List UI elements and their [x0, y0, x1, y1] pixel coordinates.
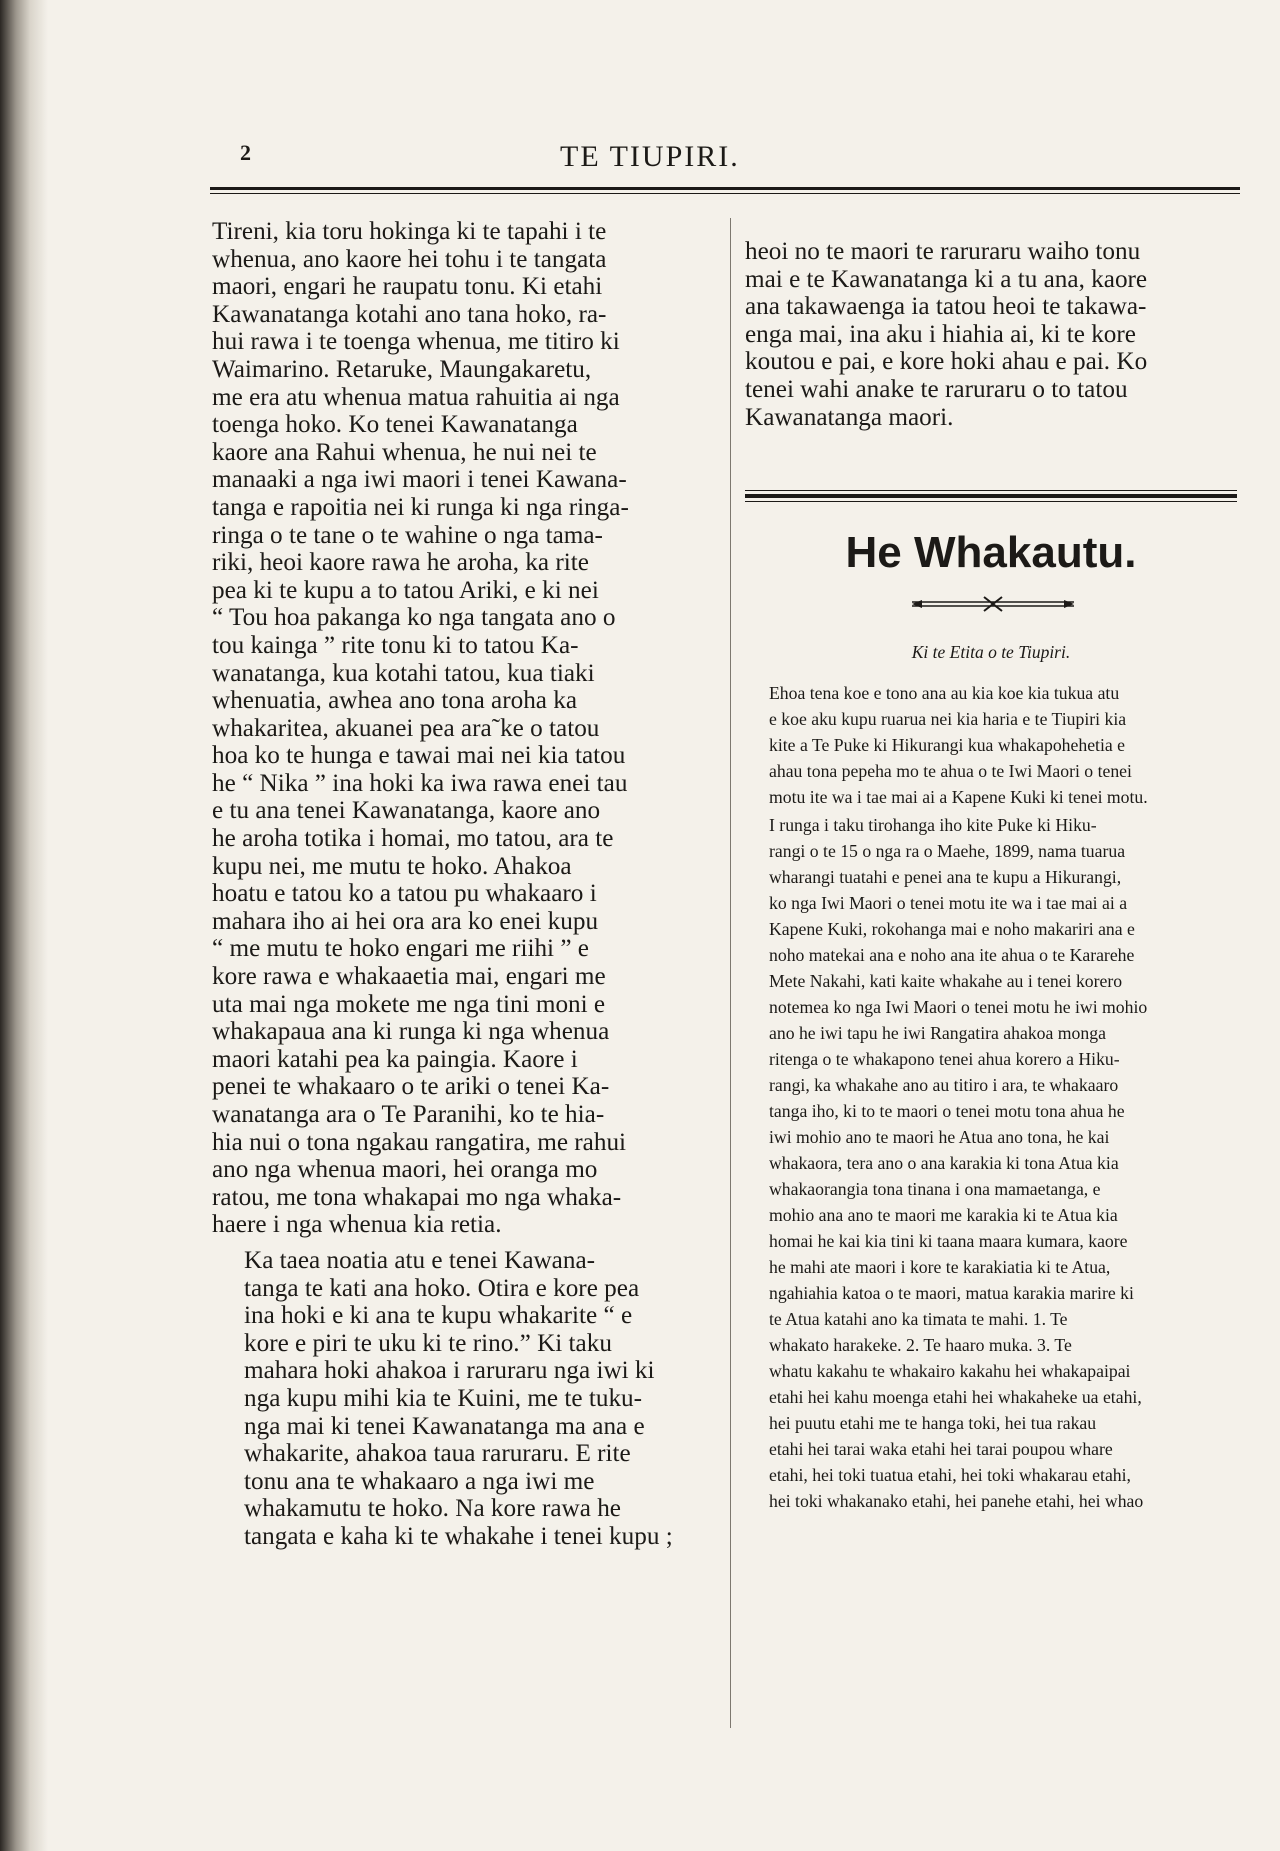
text-line: hia nui o tona ngakau rangatira, me rahui [212, 1128, 627, 1156]
text-line: Mete Nakahi, kati kaite whakahe au i tenei korero [769, 971, 1123, 991]
text-line: whenua, ano kaore hei tohu i te tangata [212, 245, 607, 273]
section-rule-bottom [745, 501, 1237, 502]
letter-paragraph-2 [745, 812, 1241, 1514]
text-line: Kapene Kuki, rokohanga mai e noho makariri ana e [769, 919, 1135, 939]
text-line: ano he iwi tapu he iwi Rangatira ahakoa monga [769, 1023, 1106, 1043]
text-line: tanga iho, ki to te maori o tenei motu tona ahua he [769, 1101, 1125, 1121]
text-line: whakaora, tera ano o ana karakia ki tona Atua kia [769, 1153, 1119, 1173]
text-line: pea ki te kupu a to tatou Ariki, e ki nei [212, 576, 599, 604]
text-line: penei te whakaaro o te ariki o tenei Ka- [212, 1073, 610, 1101]
section-heading: He Whakautu. [845, 528, 1137, 577]
text-line: kore rawa e whakaaetia mai, engari me [212, 963, 606, 991]
text-line: kaore ana Rahui whenua, he nui nei te [212, 438, 597, 466]
text-line: tangata e kaha ki te whakahe i tenei kupu ; [244, 1522, 673, 1550]
section-rule-top [745, 490, 1237, 491]
text-line: whenuatia, awhea ano tona aroha ka [212, 687, 578, 715]
header-rule-thick [210, 187, 1240, 190]
text-line: e koe aku kupu ruarua nei kia haria e te Tiupiri kia [769, 709, 1127, 729]
text-line: hoa ko te hunga e tawai mai nei kia tatou [212, 742, 626, 770]
text-line: hoatu e tatou ko a tatou pu whakaaro i [212, 880, 597, 908]
text-line: ko nga Iwi Maori o tenei motu ite wa i tae mai ai a [769, 893, 1128, 913]
text-line: “ Tou hoa pakanga ko nga tangata ano o [212, 604, 616, 632]
text-line: riki, heoi kaore rawa he aroha, ka rite [212, 549, 589, 577]
text-line: tanga te kati ana hoko. Otira e kore pea [244, 1274, 640, 1302]
text-line: ana takawaenga ia tatou heoi te takawa- [745, 293, 1147, 321]
text-line: whakaritea, akuanei pea ara˜ke o tatou [212, 714, 600, 742]
text-line: I runga i taku tirohanga iho kite Puke ki Hiku- [769, 815, 1097, 835]
text-line: toenga hoko. Ko tenei Kawanatanga [212, 411, 578, 439]
letter-paragraph-1 [745, 680, 1241, 810]
text-line: Ka taea noatia atu e tenei Kawana- [244, 1246, 596, 1274]
right-column-continuation [745, 238, 1241, 431]
text-line: Tireni, kia toru hokinga ki te tapahi i te [212, 218, 607, 245]
text-line: whakaorangia tona tinana i ona mamaetanga, e [769, 1179, 1101, 1199]
text-line: ano nga whenua maori, hei oranga mo [212, 1156, 598, 1184]
text-line: iwi mohio ano te maori he Atua ano tona, he kai [769, 1127, 1110, 1147]
text-line: motu ite wa i tae mai ai a Kapene Kuki ki tenei motu. [769, 787, 1148, 807]
text-line: kite a Te Puke ki Hikurangi kua whakapohehetia e [769, 735, 1126, 755]
text-line: me era atu whenua matua rahuitia ai nga [212, 383, 620, 411]
text-line: etahi hei tarai waka etahi hei tarai poupou whare [769, 1439, 1113, 1459]
text-line: notemea ko nga Iwi Maori o tenei motu he iwi mohio [769, 997, 1148, 1017]
text-line: mai e te Kawanatanga ki a tu ana, kaore [745, 265, 1148, 293]
text-line: koutou e pai, e kore hoki ahau e pai. Ko [745, 348, 1148, 376]
page-number: 2 [240, 140, 251, 165]
text-line: uta mai nga mokete me nga tini moni e [212, 990, 606, 1018]
left-paragraph-1 [212, 218, 718, 1239]
text-line: ringa o te tane o te wahine o nga tama- [212, 521, 603, 549]
text-line: nga kupu mihi kia te Kuini, me te tuku- [244, 1384, 643, 1412]
text-line: rangi o te 15 o nga ra o Maehe, 1899, nama tuarua [769, 841, 1126, 861]
text-line: tou kainga ” rite tonu ki to tatou Ka- [212, 631, 579, 659]
text-line: mohio ana ano te maori me karakia ki te Atua kia [769, 1205, 1118, 1225]
text-line: tenei wahi anake te raruraru o to tatou [745, 375, 1128, 403]
text-line: mahara iho ai hei ora ara ko enei kupu [212, 907, 599, 935]
text-line: ina hoki e ki ana te kupu whakarite “ e [244, 1302, 633, 1330]
text-line: etahi hei kahu moenga etahi hei whakaheke ua etahi, [769, 1387, 1142, 1407]
left-paragraph-2 [212, 1247, 718, 1551]
text-line: ngahiahia katoa o te maori, matua karakia marire ki [769, 1283, 1134, 1303]
text-line: wharangi tuatahi e penei ana te kupu a Hikurangi, [769, 867, 1122, 887]
text-line: whakamutu te hoko. Na kore rawa he [244, 1495, 621, 1523]
text-line: hui rawa i te toenga whenua, me titiro ki [212, 328, 620, 356]
text-line: hei puutu etahi me te hanga toki, hei tua rakau [769, 1413, 1097, 1433]
letter-dateline: Ki te Etita o te Tiupiri. [911, 642, 1071, 662]
text-line: enga mai, ina aku i hiahia ai, ki te kore [745, 320, 1136, 348]
text-line: ratou, me tona whakapai mo nga whaka- [212, 1183, 622, 1211]
text-line: maori katahi pea ka paingia. Kaore i [212, 1045, 578, 1073]
text-line: whatu kakahu te whakairo kakahu hei whakapaipai [769, 1361, 1131, 1381]
text-line: “ me mutu te hoko engari me riihi ” e [212, 935, 589, 963]
text-line: homai he kai kia tini ki taana maara kumara, kaore [769, 1231, 1128, 1251]
text-line: kore e piri te uku ki te rino.” Ki taku [244, 1329, 612, 1357]
header-rule-thin [210, 193, 1240, 194]
text-line: haere i nga whenua kia retia. [212, 1211, 502, 1239]
right-continuation-paragraph [745, 238, 1241, 431]
text-line: nga mai ki tenei Kawanatanga ma ana e [244, 1412, 645, 1440]
text-line: maori, engari he raupatu tonu. Ki etahi [212, 273, 603, 301]
text-line: e tu ana tenei Kawanatanga, kaore ano [212, 797, 601, 825]
text-line: heoi no te maori te raruraru waiho tonu [745, 238, 1141, 265]
text-line: Ehoa tena koe e tono ana au kia koe kia tukua atu [769, 683, 1120, 703]
text-line: whakato harakeke. 2. Te haaro muka. 3. Te [769, 1335, 1072, 1355]
text-line: ritenga o te whakapono tenei ahua korero a Hiku- [769, 1049, 1120, 1069]
text-line: tanga e rapoitia nei ki runga ki nga ringa- [212, 493, 629, 521]
text-line: manaaki a nga iwi maori i tenei Kawana- [212, 466, 627, 494]
letter-body [745, 680, 1241, 1514]
text-line: kupu nei, me mutu te hoko. Ahakoa [212, 852, 572, 880]
text-line: tonu ana te whakaaro a nga iwi me [244, 1467, 595, 1495]
text-line: Kawanatanga maori. [745, 403, 954, 431]
text-line: mahara hoki ahakoa i raruraru nga iwi ki [244, 1357, 655, 1385]
text-line: he “ Nika ” ina hoki ka iwa rawa enei tau [212, 769, 628, 797]
text-line: hei toki whakanako etahi, hei panehe etahi, hei whao [769, 1491, 1144, 1511]
text-line: wanatanga ara o Te Paranihi, ko te hia- [212, 1101, 605, 1128]
text-line: noho matekai ana e noho ana ite ahua o te Kararehe [769, 945, 1135, 965]
text-line: ahau tona pepeha mo te ahua o te Iwi Maori o tenei [769, 761, 1132, 781]
text-line: rangi, ka whakahe ano au titiro i ara, te whakaaro [769, 1075, 1119, 1095]
ornament-divider-icon [908, 594, 1078, 614]
running-title: TE TIUPIRI. [560, 140, 740, 173]
text-line: whakapaua ana ki runga ki nga whenua [212, 1018, 610, 1046]
page-binding-edge [0, 0, 48, 1851]
text-line: Waimarino. Retaruke, Maungakaretu, [212, 355, 592, 383]
text-line: te Atua katahi ano ka timata te mahi. 1. Te [769, 1309, 1068, 1329]
column-divider [730, 218, 731, 1728]
section-rule-thick [745, 494, 1237, 498]
text-line: whakarite, ahakoa taua raruraru. E rite [244, 1440, 631, 1468]
text-line: wanatanga, kua kotahi tatou, kua tiaki [212, 659, 595, 687]
text-line: he mahi ate maori i kore te karakiatia ki te Atua, [769, 1257, 1111, 1277]
text-line: etahi, hei toki tuatua etahi, hei toki whakarau etahi, [769, 1465, 1131, 1485]
left-column [212, 218, 718, 1551]
text-line: Kawanatanga kotahi ano tana hoko, ra- [212, 300, 607, 328]
text-line: he aroha totika i homai, mo tatou, ara te [212, 825, 614, 853]
